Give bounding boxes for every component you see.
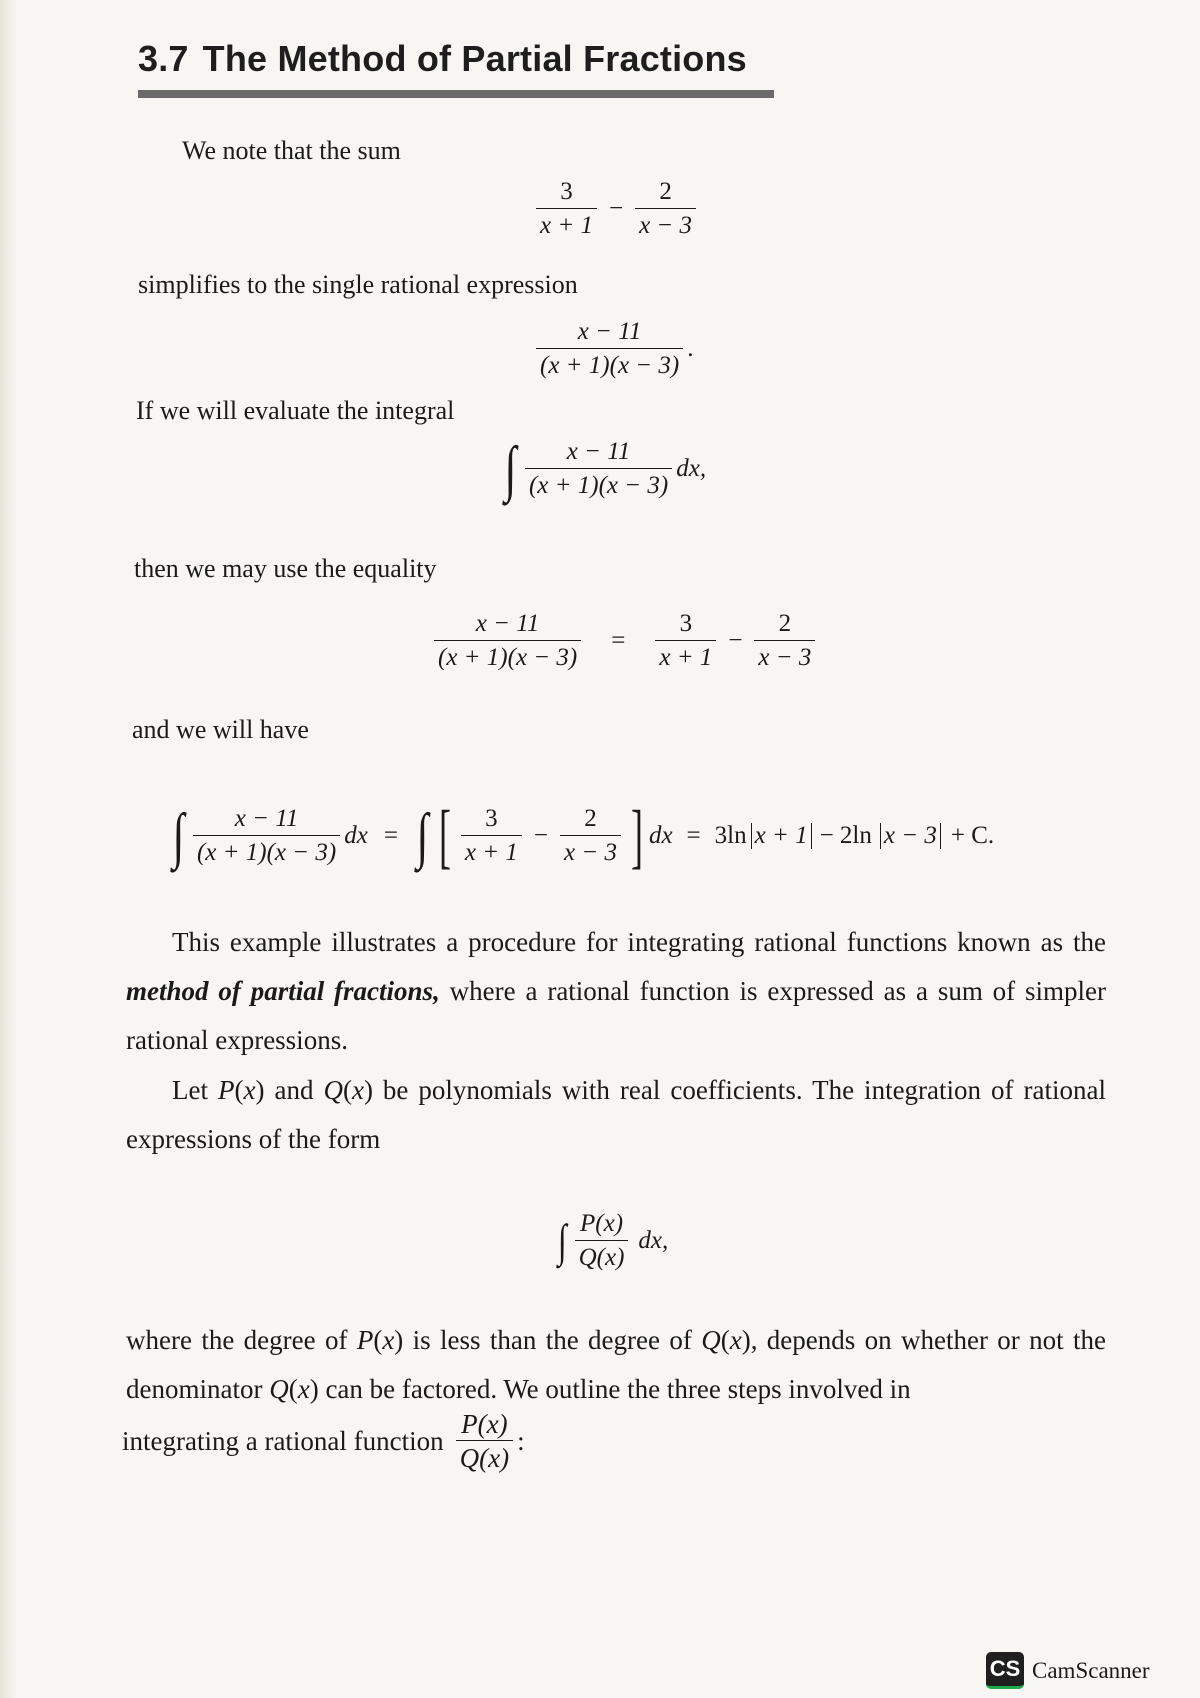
integral-intro-text: If we will evaluate the integral: [136, 396, 455, 425]
equation-sum: [532, 178, 700, 240]
variable: x: [351, 1075, 364, 1105]
text-run: where the degree of: [126, 1325, 357, 1355]
minus-sign: −: [608, 195, 624, 222]
closing-line: [122, 1410, 525, 1472]
text-run: (: [720, 1325, 730, 1355]
denominator: (x + 1)(x − 3): [193, 835, 340, 867]
equation-single: [532, 318, 693, 380]
integral-sign: ∫: [557, 1215, 567, 1266]
fraction: [655, 610, 716, 672]
numerator: 3: [560, 178, 573, 205]
numerator: 3: [679, 610, 693, 637]
text-run: (: [373, 1325, 383, 1355]
section-heading: [138, 38, 747, 80]
camscanner-name: CamScanner: [1032, 1657, 1150, 1683]
equals-sign: =: [686, 822, 701, 849]
numerator: 2: [584, 805, 597, 832]
fraction: [193, 805, 340, 867]
text-run: (: [342, 1075, 352, 1105]
fraction: [536, 178, 597, 240]
fraction: [635, 178, 696, 240]
intro-text: We note that the sum: [182, 136, 401, 165]
fraction: [536, 318, 683, 380]
log-term: 3ln: [714, 822, 747, 849]
constant-term: + C.: [950, 822, 995, 849]
denominator: x − 3: [635, 208, 696, 240]
numerator: 3: [485, 805, 498, 832]
page-edge: [0, 0, 16, 1698]
text-run: ) can be factored. We outline the three steps involved in: [309, 1374, 911, 1404]
result-intro-text: and we will have: [132, 715, 309, 744]
equation-result: [170, 796, 995, 876]
variable: x: [243, 1075, 256, 1105]
fraction: [525, 438, 672, 500]
body-paragraph: [126, 1066, 1106, 1164]
period: .: [687, 335, 694, 362]
numerator: x − 11: [475, 610, 540, 637]
denominator: Q(x): [456, 1440, 513, 1472]
text-run: ) is less than the degree of: [394, 1325, 702, 1355]
differential: dx: [648, 822, 673, 849]
absolute-value: x + 1: [751, 823, 812, 849]
denominator: x + 1: [461, 835, 522, 867]
variable: x: [297, 1374, 310, 1404]
numerator: x − 11: [566, 438, 631, 465]
body-paragraph: [126, 918, 1106, 1065]
numerator: x − 11: [577, 318, 642, 345]
numerator: 2: [659, 178, 672, 205]
text-run: ) and: [255, 1075, 324, 1105]
colon: :: [517, 1425, 525, 1456]
heading-underline: [138, 90, 774, 98]
variable: Q: [701, 1325, 721, 1355]
fraction: [461, 805, 522, 867]
absolute-value: x − 3: [880, 823, 941, 849]
fraction: [560, 805, 621, 867]
denominator: (x + 1)(x − 3): [434, 640, 581, 672]
numerator: x − 11: [234, 805, 299, 832]
equation-form: [556, 1210, 668, 1272]
text-run: This example illustrates a procedure for integrating rational functions known as the: [172, 927, 1106, 957]
emphasis-term: method of partial fractions,: [126, 976, 440, 1006]
variable: x: [729, 1325, 742, 1355]
differential: dx: [344, 822, 368, 849]
left-bracket: [: [438, 796, 451, 876]
paragraph-2: [126, 1066, 1106, 1164]
section-title: The Method of Partial Fractions: [202, 38, 747, 79]
integral-sign: ∫: [416, 802, 429, 870]
fraction: [456, 1410, 513, 1472]
log-term: − 2ln: [819, 822, 872, 849]
denominator: (x + 1)(x − 3): [525, 468, 672, 500]
paragraph-1: [126, 918, 1106, 1065]
text-run: (: [234, 1075, 244, 1105]
text-run: Let: [172, 1075, 218, 1105]
fraction: [434, 610, 581, 672]
equals-sign: =: [611, 627, 626, 654]
integral-sign: ∫: [504, 435, 517, 503]
camscanner-logo-icon: CS: [986, 1652, 1024, 1689]
denominator: x + 1: [536, 208, 597, 240]
text-run: integrating a rational function: [122, 1425, 444, 1456]
variable: Q: [323, 1075, 343, 1105]
numerator: P(x): [461, 1409, 508, 1439]
right-bracket: ]: [630, 796, 643, 876]
equation-equality: [430, 610, 819, 672]
numerator: P(x): [580, 1210, 624, 1237]
equals-sign: =: [383, 822, 398, 849]
text-run: where a rational function is expressed as a sum of simpler rational expressions.: [126, 976, 1107, 1055]
fraction: [575, 1210, 629, 1272]
camscanner-watermark: [986, 1652, 1150, 1689]
body-paragraph: [126, 1316, 1106, 1414]
text-run: ), depends on whether or not the denominator: [126, 1325, 1107, 1404]
simplifies-text: simplifies to the single rational expression: [138, 270, 578, 299]
denominator: x − 3: [560, 835, 621, 867]
variable: Q: [269, 1374, 289, 1404]
equality-intro-text: then we may use the equality: [134, 554, 437, 583]
minus-sign: −: [533, 822, 548, 849]
text-run: (: [288, 1374, 298, 1404]
minus-sign: −: [728, 627, 743, 654]
numerator: 2: [778, 610, 792, 637]
denominator: (x + 1)(x − 3): [536, 348, 683, 380]
paragraph-3: [126, 1316, 1106, 1414]
variable: x: [382, 1325, 395, 1355]
equation-integral: [502, 435, 707, 503]
text-run: ) be polynomials with real coefficients. The integration of rational expressions of the form: [126, 1075, 1106, 1154]
fraction: [754, 610, 815, 672]
variable: P: [356, 1325, 374, 1355]
differential: dx,: [676, 455, 707, 482]
variable: P: [217, 1075, 235, 1105]
denominator: x + 1: [655, 640, 716, 672]
denominator: x − 3: [754, 640, 815, 672]
differential: dx,: [638, 1227, 669, 1254]
denominator: Q(x): [575, 1240, 629, 1272]
integral-sign: ∫: [172, 802, 185, 870]
section-number: 3.7: [138, 38, 189, 79]
